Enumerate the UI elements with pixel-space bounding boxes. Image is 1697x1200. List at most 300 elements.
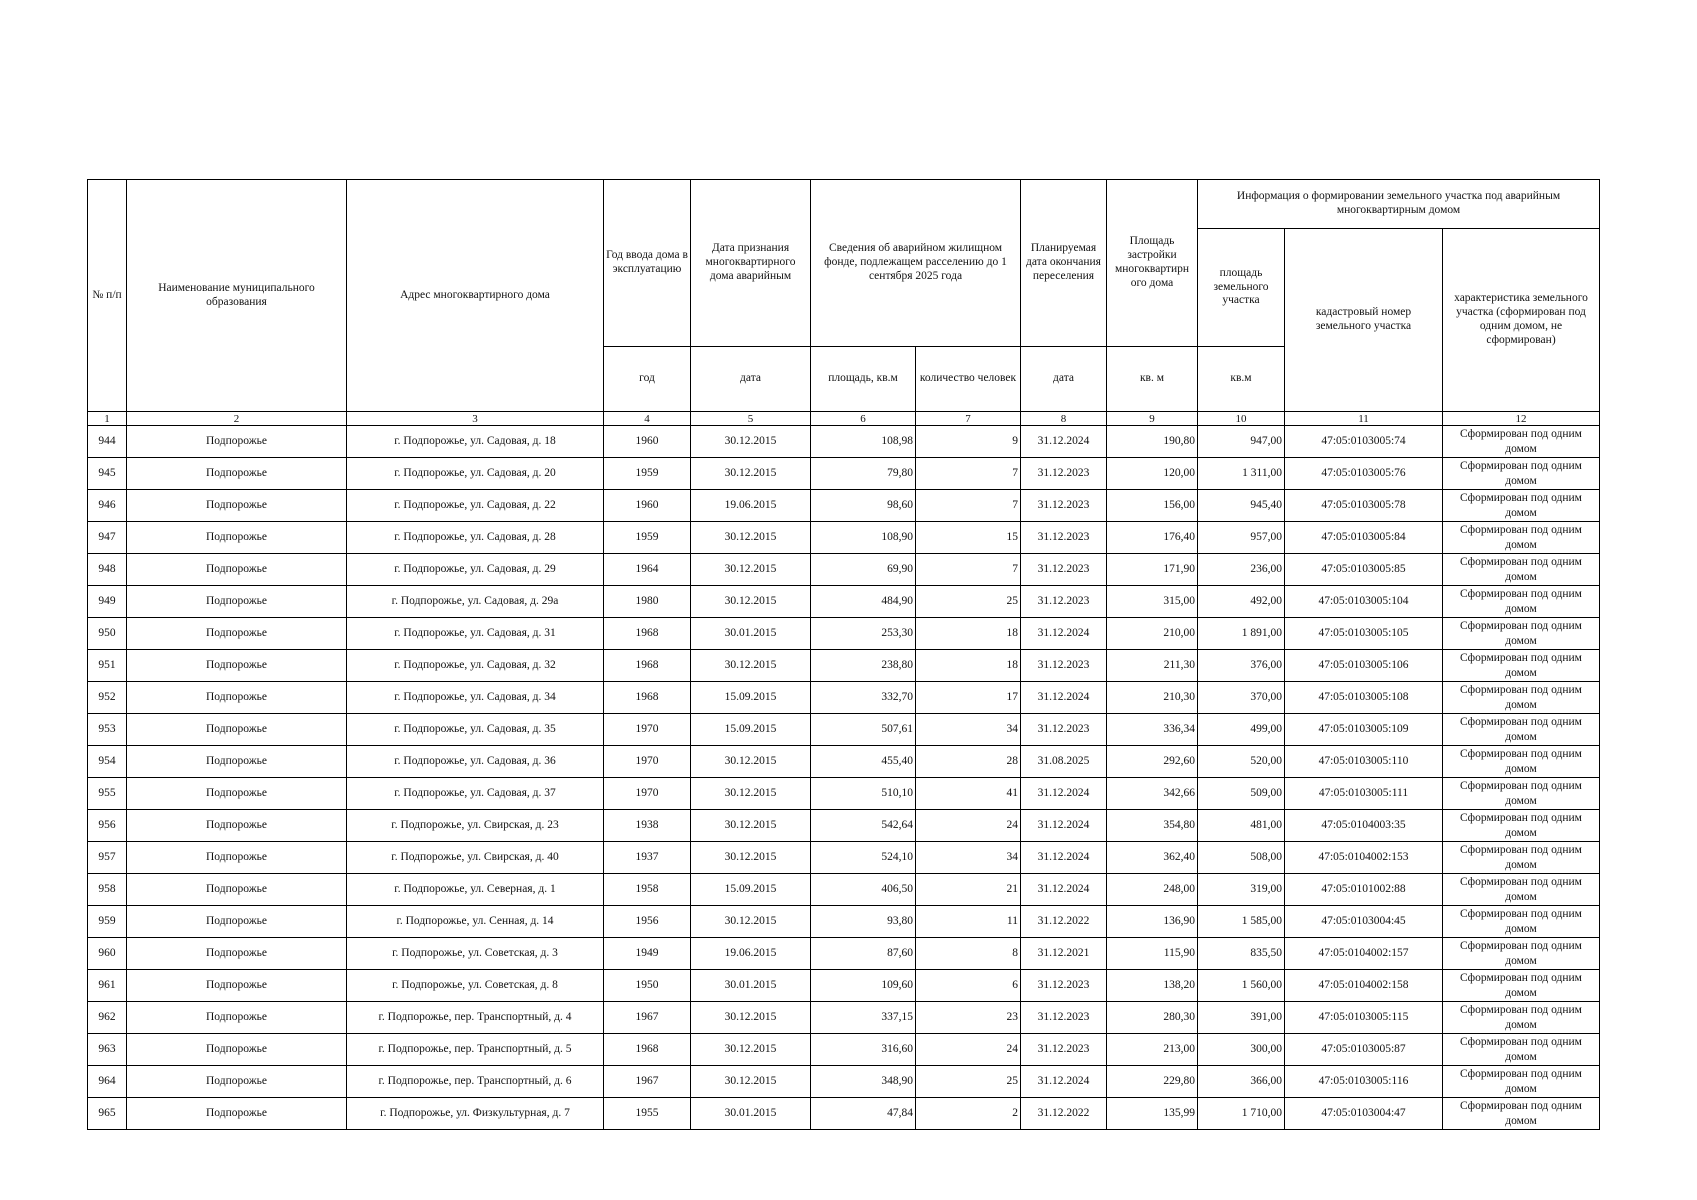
cell-land-area: 366,00 — [1198, 1066, 1285, 1098]
cell-built-area: 176,40 — [1107, 522, 1198, 554]
cell-recognition-date: 30.12.2015 — [691, 746, 811, 778]
cell-address: г. Подпорожье, ул. Сенная, д. 14 — [347, 906, 604, 938]
column-number: 11 — [1285, 412, 1443, 426]
cell-no: 961 — [88, 970, 127, 1002]
cell-people: 8 — [916, 938, 1021, 970]
table-row — [88, 906, 1600, 938]
cell-people: 2 — [916, 1098, 1021, 1130]
column-number: 8 — [1021, 412, 1107, 426]
cell-address: г. Подпорожье, ул. Садовая, д. 28 — [347, 522, 604, 554]
cell-built-area: 336,34 — [1107, 714, 1198, 746]
unit-area: площадь, кв.м — [811, 347, 916, 412]
cell-people: 34 — [916, 842, 1021, 874]
header-year: Год ввода дома в эксплуатацию — [604, 180, 691, 347]
cell-planned-date: 31.12.2023 — [1021, 970, 1107, 1002]
cell-no: 958 — [88, 874, 127, 906]
cell-year: 1950 — [604, 970, 691, 1002]
cell-built-area: 354,80 — [1107, 810, 1198, 842]
cell-area: 455,40 — [811, 746, 916, 778]
cell-people: 28 — [916, 746, 1021, 778]
cell-no: 947 — [88, 522, 127, 554]
cell-address: г. Подпорожье, ул. Садовая, д. 37 — [347, 778, 604, 810]
cell-municipality: Подпорожье — [127, 426, 347, 458]
table-row — [88, 682, 1600, 714]
cell-land-area: 1 560,00 — [1198, 970, 1285, 1002]
cell-land-area: 947,00 — [1198, 426, 1285, 458]
cell-no: 962 — [88, 1002, 127, 1034]
cell-planned-date: 31.12.2024 — [1021, 778, 1107, 810]
cell-people: 23 — [916, 1002, 1021, 1034]
cell-no: 952 — [88, 682, 127, 714]
cell-cadastral: 47:05:0103005:87 — [1285, 1034, 1443, 1066]
cell-built-area: 362,40 — [1107, 842, 1198, 874]
column-number: 9 — [1107, 412, 1198, 426]
cell-year: 1959 — [604, 458, 691, 490]
cell-planned-date: 31.12.2024 — [1021, 1066, 1107, 1098]
cell-people: 6 — [916, 970, 1021, 1002]
cell-land-status: Сформирован под одним домом — [1443, 714, 1600, 746]
cell-land-area: 1 710,00 — [1198, 1098, 1285, 1130]
cell-address: г. Подпорожье, ул. Северная, д. 1 — [347, 874, 604, 906]
cell-no: 960 — [88, 938, 127, 970]
cell-no: 955 — [88, 778, 127, 810]
cell-recognition-date: 30.12.2015 — [691, 778, 811, 810]
cell-no: 957 — [88, 842, 127, 874]
cell-year: 1967 — [604, 1002, 691, 1034]
cell-municipality: Подпорожье — [127, 618, 347, 650]
cell-planned-date: 31.12.2023 — [1021, 1034, 1107, 1066]
cell-recognition-date: 30.01.2015 — [691, 618, 811, 650]
unit-land-area: кв.м — [1198, 347, 1285, 412]
unit-planned-date: дата — [1021, 347, 1107, 412]
cell-municipality: Подпорожье — [127, 874, 347, 906]
cell-address: г. Подпорожье, ул. Садовая, д. 31 — [347, 618, 604, 650]
cell-no: 948 — [88, 554, 127, 586]
housing-table — [87, 179, 1600, 1130]
cell-cadastral: 47:05:0103005:108 — [1285, 682, 1443, 714]
cell-cadastral: 47:05:0103005:106 — [1285, 650, 1443, 682]
cell-land-area: 957,00 — [1198, 522, 1285, 554]
cell-land-area: 481,00 — [1198, 810, 1285, 842]
cell-year: 1960 — [604, 490, 691, 522]
cell-built-area: 248,00 — [1107, 874, 1198, 906]
table-header — [88, 180, 1600, 426]
cell-planned-date: 31.12.2023 — [1021, 1002, 1107, 1034]
cell-cadastral: 47:05:0103005:116 — [1285, 1066, 1443, 1098]
cell-cadastral: 47:05:0103005:85 — [1285, 554, 1443, 586]
cell-land-area: 319,00 — [1198, 874, 1285, 906]
cell-recognition-date: 30.12.2015 — [691, 810, 811, 842]
table-row — [88, 1002, 1600, 1034]
cell-land-status: Сформирован под одним домом — [1443, 458, 1600, 490]
cell-recognition-date: 30.12.2015 — [691, 1066, 811, 1098]
cell-planned-date: 31.12.2023 — [1021, 714, 1107, 746]
cell-year: 1956 — [604, 906, 691, 938]
unit-built-area: кв. м — [1107, 347, 1198, 412]
cell-planned-date: 31.12.2023 — [1021, 458, 1107, 490]
cell-no: 964 — [88, 1066, 127, 1098]
cell-municipality: Подпорожье — [127, 1098, 347, 1130]
cell-recognition-date: 30.12.2015 — [691, 906, 811, 938]
cell-recognition-date: 15.09.2015 — [691, 714, 811, 746]
cell-land-status: Сформирован под одним домом — [1443, 490, 1600, 522]
header-emergency-fund: Сведения об аварийном жилищном фонде, подлежащем расселению до 1 сентября 2025 года — [811, 180, 1021, 347]
cell-municipality: Подпорожье — [127, 586, 347, 618]
cell-area: 108,90 — [811, 522, 916, 554]
cell-built-area: 171,90 — [1107, 554, 1198, 586]
cell-land-area: 945,40 — [1198, 490, 1285, 522]
cell-recognition-date: 19.06.2015 — [691, 938, 811, 970]
column-number: 3 — [347, 412, 604, 426]
header-recognition-date: Дата признания многоквартирного дома аварийным — [691, 180, 811, 347]
cell-cadastral: 47:05:0104002:153 — [1285, 842, 1443, 874]
cell-municipality: Подпорожье — [127, 938, 347, 970]
cell-planned-date: 31.12.2023 — [1021, 522, 1107, 554]
cell-municipality: Подпорожье — [127, 746, 347, 778]
cell-cadastral: 47:05:0103005:115 — [1285, 1002, 1443, 1034]
cell-cadastral: 47:05:0103004:47 — [1285, 1098, 1443, 1130]
cell-municipality: Подпорожье — [127, 522, 347, 554]
cell-planned-date: 31.12.2023 — [1021, 490, 1107, 522]
table-row — [88, 842, 1600, 874]
cell-address: г. Подпорожье, ул. Физкультурная, д. 7 — [347, 1098, 604, 1130]
cell-area: 484,90 — [811, 586, 916, 618]
table-row — [88, 618, 1600, 650]
cell-people: 17 — [916, 682, 1021, 714]
cell-built-area: 229,80 — [1107, 1066, 1198, 1098]
header-no: № п/п — [88, 180, 127, 412]
table-row — [88, 1098, 1600, 1130]
table-row — [88, 554, 1600, 586]
cell-land-status: Сформирован под одним домом — [1443, 1034, 1600, 1066]
cell-cadastral: 47:05:0103005:74 — [1285, 426, 1443, 458]
cell-municipality: Подпорожье — [127, 1066, 347, 1098]
cell-area: 93,80 — [811, 906, 916, 938]
header-built-area: Площадь застройки многоквартирн ого дома — [1107, 180, 1198, 347]
cell-land-status: Сформирован под одним домом — [1443, 522, 1600, 554]
cell-no: 946 — [88, 490, 127, 522]
cell-land-area: 370,00 — [1198, 682, 1285, 714]
cell-area: 253,30 — [811, 618, 916, 650]
cell-land-status: Сформирован под одним домом — [1443, 586, 1600, 618]
cell-area: 69,90 — [811, 554, 916, 586]
cell-land-area: 1 891,00 — [1198, 618, 1285, 650]
header-cadastral: кадастровый номер земельного участка — [1285, 229, 1443, 412]
cell-planned-date: 31.12.2022 — [1021, 906, 1107, 938]
cell-year: 1970 — [604, 714, 691, 746]
column-number: 5 — [691, 412, 811, 426]
cell-address: г. Подпорожье, ул. Советская, д. 3 — [347, 938, 604, 970]
cell-people: 15 — [916, 522, 1021, 554]
table-row — [88, 778, 1600, 810]
cell-land-area: 835,50 — [1198, 938, 1285, 970]
table-row — [88, 458, 1600, 490]
cell-year: 1937 — [604, 842, 691, 874]
unit-recognition-date: дата — [691, 347, 811, 412]
cell-year: 1968 — [604, 1034, 691, 1066]
cell-people: 18 — [916, 618, 1021, 650]
cell-address: г. Подпорожье, пер. Транспортный, д. 6 — [347, 1066, 604, 1098]
cell-no: 953 — [88, 714, 127, 746]
column-number: 7 — [916, 412, 1021, 426]
cell-built-area: 342,66 — [1107, 778, 1198, 810]
cell-built-area: 136,90 — [1107, 906, 1198, 938]
cell-no: 944 — [88, 426, 127, 458]
unit-year: год — [604, 347, 691, 412]
cell-built-area: 156,00 — [1107, 490, 1198, 522]
cell-land-area: 376,00 — [1198, 650, 1285, 682]
cell-address: г. Подпорожье, ул. Садовая, д. 29 — [347, 554, 604, 586]
table-body — [88, 426, 1600, 1130]
cell-address: г. Подпорожье, ул. Садовая, д. 22 — [347, 490, 604, 522]
cell-municipality: Подпорожье — [127, 778, 347, 810]
cell-people: 18 — [916, 650, 1021, 682]
cell-no: 954 — [88, 746, 127, 778]
cell-land-status: Сформирован под одним домом — [1443, 1002, 1600, 1034]
cell-land-status: Сформирован под одним домом — [1443, 682, 1600, 714]
cell-address: г. Подпорожье, ул. Свирская, д. 23 — [347, 810, 604, 842]
cell-year: 1970 — [604, 746, 691, 778]
cell-municipality: Подпорожье — [127, 906, 347, 938]
cell-address: г. Подпорожье, ул. Советская, д. 8 — [347, 970, 604, 1002]
cell-municipality: Подпорожье — [127, 1002, 347, 1034]
cell-area: 337,15 — [811, 1002, 916, 1034]
cell-built-area: 190,80 — [1107, 426, 1198, 458]
header-land-area: площадь земельного участка — [1198, 229, 1285, 347]
cell-land-status: Сформирован под одним домом — [1443, 874, 1600, 906]
cell-address: г. Подпорожье, ул. Садовая, д. 18 — [347, 426, 604, 458]
cell-year: 1949 — [604, 938, 691, 970]
cell-year: 1964 — [604, 554, 691, 586]
cell-built-area: 213,00 — [1107, 1034, 1198, 1066]
cell-area: 47,84 — [811, 1098, 916, 1130]
cell-land-area: 499,00 — [1198, 714, 1285, 746]
cell-year: 1938 — [604, 810, 691, 842]
cell-land-area: 391,00 — [1198, 1002, 1285, 1034]
cell-no: 945 — [88, 458, 127, 490]
cell-land-area: 300,00 — [1198, 1034, 1285, 1066]
cell-year: 1968 — [604, 650, 691, 682]
cell-no: 956 — [88, 810, 127, 842]
table-row — [88, 490, 1600, 522]
cell-municipality: Подпорожье — [127, 1034, 347, 1066]
cell-built-area: 135,99 — [1107, 1098, 1198, 1130]
cell-cadastral: 47:05:0103005:105 — [1285, 618, 1443, 650]
cell-cadastral: 47:05:0103005:111 — [1285, 778, 1443, 810]
table-row — [88, 970, 1600, 1002]
cell-address: г. Подпорожье, пер. Транспортный, д. 4 — [347, 1002, 604, 1034]
cell-land-area: 509,00 — [1198, 778, 1285, 810]
cell-address: г. Подпорожье, ул. Садовая, д. 20 — [347, 458, 604, 490]
cell-planned-date: 31.12.2024 — [1021, 682, 1107, 714]
cell-planned-date: 31.12.2024 — [1021, 842, 1107, 874]
table-row — [88, 586, 1600, 618]
table-row — [88, 810, 1600, 842]
cell-land-area: 1 311,00 — [1198, 458, 1285, 490]
cell-people: 21 — [916, 874, 1021, 906]
cell-recognition-date: 30.12.2015 — [691, 554, 811, 586]
cell-area: 524,10 — [811, 842, 916, 874]
cell-year: 1960 — [604, 426, 691, 458]
cell-people: 24 — [916, 810, 1021, 842]
column-number: 2 — [127, 412, 347, 426]
cell-recognition-date: 30.12.2015 — [691, 650, 811, 682]
cell-area: 79,80 — [811, 458, 916, 490]
cell-recognition-date: 30.12.2015 — [691, 842, 811, 874]
cell-people: 9 — [916, 426, 1021, 458]
cell-address: г. Подпорожье, ул. Свирская, д. 40 — [347, 842, 604, 874]
cell-year: 1959 — [604, 522, 691, 554]
cell-people: 25 — [916, 1066, 1021, 1098]
cell-area: 98,60 — [811, 490, 916, 522]
cell-recognition-date: 30.12.2015 — [691, 1034, 811, 1066]
column-number: 4 — [604, 412, 691, 426]
cell-area: 109,60 — [811, 970, 916, 1002]
header-address: Адрес многоквартирного дома — [347, 180, 604, 412]
cell-recognition-date: 15.09.2015 — [691, 682, 811, 714]
cell-people: 7 — [916, 490, 1021, 522]
header-planned-date: Планируемая дата окончания переселения — [1021, 180, 1107, 347]
cell-cadastral: 47:05:0103005:76 — [1285, 458, 1443, 490]
cell-land-status: Сформирован под одним домом — [1443, 810, 1600, 842]
cell-year: 1958 — [604, 874, 691, 906]
cell-recognition-date: 30.12.2015 — [691, 522, 811, 554]
cell-area: 507,61 — [811, 714, 916, 746]
cell-municipality: Подпорожье — [127, 842, 347, 874]
cell-land-area: 236,00 — [1198, 554, 1285, 586]
cell-planned-date: 31.12.2023 — [1021, 586, 1107, 618]
cell-no: 950 — [88, 618, 127, 650]
column-number-row — [88, 412, 1600, 426]
cell-address: г. Подпорожье, ул. Садовая, д. 35 — [347, 714, 604, 746]
cell-people: 25 — [916, 586, 1021, 618]
cell-planned-date: 31.08.2025 — [1021, 746, 1107, 778]
cell-people: 41 — [916, 778, 1021, 810]
cell-built-area: 120,00 — [1107, 458, 1198, 490]
cell-municipality: Подпорожье — [127, 458, 347, 490]
cell-planned-date: 31.12.2024 — [1021, 810, 1107, 842]
cell-built-area: 115,90 — [1107, 938, 1198, 970]
cell-cadastral: 47:05:0103005:104 — [1285, 586, 1443, 618]
column-number: 6 — [811, 412, 916, 426]
cell-recognition-date: 30.12.2015 — [691, 458, 811, 490]
cell-land-status: Сформирован под одним домом — [1443, 938, 1600, 970]
cell-land-status: Сформирован под одним домом — [1443, 554, 1600, 586]
table-row — [88, 522, 1600, 554]
cell-planned-date: 31.12.2021 — [1021, 938, 1107, 970]
cell-land-status: Сформирован под одним домом — [1443, 778, 1600, 810]
cell-built-area: 280,30 — [1107, 1002, 1198, 1034]
cell-recognition-date: 30.12.2015 — [691, 586, 811, 618]
cell-no: 949 — [88, 586, 127, 618]
cell-municipality: Подпорожье — [127, 682, 347, 714]
cell-municipality: Подпорожье — [127, 490, 347, 522]
cell-area: 510,10 — [811, 778, 916, 810]
cell-year: 1955 — [604, 1098, 691, 1130]
table-row — [88, 426, 1600, 458]
cell-area: 406,50 — [811, 874, 916, 906]
cell-land-status: Сформирован под одним домом — [1443, 842, 1600, 874]
column-number: 1 — [88, 412, 127, 426]
column-number: 12 — [1443, 412, 1600, 426]
cell-no: 965 — [88, 1098, 127, 1130]
table-row — [88, 1066, 1600, 1098]
cell-municipality: Подпорожье — [127, 714, 347, 746]
cell-people: 34 — [916, 714, 1021, 746]
cell-land-status: Сформирован под одним домом — [1443, 618, 1600, 650]
cell-land-area: 520,00 — [1198, 746, 1285, 778]
table-row — [88, 746, 1600, 778]
cell-recognition-date: 30.12.2015 — [691, 426, 811, 458]
table-row — [88, 650, 1600, 682]
header-land-info: Информация о формировании земельного участка под аварийным многоквартирным домом — [1198, 180, 1600, 229]
table-row — [88, 1034, 1600, 1066]
cell-recognition-date: 15.09.2015 — [691, 874, 811, 906]
cell-planned-date: 31.12.2024 — [1021, 618, 1107, 650]
cell-no: 959 — [88, 906, 127, 938]
cell-area: 316,60 — [811, 1034, 916, 1066]
cell-area: 332,70 — [811, 682, 916, 714]
cell-land-status: Сформирован под одним домом — [1443, 1098, 1600, 1130]
cell-municipality: Подпорожье — [127, 554, 347, 586]
header-municipality: Наименование муниципального образования — [127, 180, 347, 412]
cell-recognition-date: 30.12.2015 — [691, 1002, 811, 1034]
cell-no: 963 — [88, 1034, 127, 1066]
cell-land-area: 508,00 — [1198, 842, 1285, 874]
cell-cadastral: 47:05:0103005:84 — [1285, 522, 1443, 554]
cell-people: 24 — [916, 1034, 1021, 1066]
header-land-characteristic: характеристика земельного участка (сформирован под одним домом, не сформирован) — [1443, 229, 1600, 412]
cell-municipality: Подпорожье — [127, 970, 347, 1002]
cell-year: 1967 — [604, 1066, 691, 1098]
cell-people: 7 — [916, 554, 1021, 586]
cell-address: г. Подпорожье, ул. Садовая, д. 36 — [347, 746, 604, 778]
cell-cadastral: 47:05:0103005:110 — [1285, 746, 1443, 778]
cell-municipality: Подпорожье — [127, 650, 347, 682]
cell-recognition-date: 30.01.2015 — [691, 1098, 811, 1130]
cell-built-area: 292,60 — [1107, 746, 1198, 778]
cell-people: 11 — [916, 906, 1021, 938]
table-row — [88, 874, 1600, 906]
cell-address: г. Подпорожье, ул. Садовая, д. 29а — [347, 586, 604, 618]
cell-address: г. Подпорожье, ул. Садовая, д. 34 — [347, 682, 604, 714]
cell-area: 542,64 — [811, 810, 916, 842]
cell-land-status: Сформирован под одним домом — [1443, 1066, 1600, 1098]
cell-area: 108,98 — [811, 426, 916, 458]
cell-land-area: 1 585,00 — [1198, 906, 1285, 938]
cell-cadastral: 47:05:0103005:109 — [1285, 714, 1443, 746]
cell-area: 238,80 — [811, 650, 916, 682]
cell-planned-date: 31.12.2022 — [1021, 1098, 1107, 1130]
cell-planned-date: 31.12.2023 — [1021, 554, 1107, 586]
cell-year: 1980 — [604, 586, 691, 618]
cell-area: 87,60 — [811, 938, 916, 970]
table-row — [88, 714, 1600, 746]
cell-cadastral: 47:05:0104002:158 — [1285, 970, 1443, 1002]
cell-built-area: 211,30 — [1107, 650, 1198, 682]
cell-address: г. Подпорожье, ул. Садовая, д. 32 — [347, 650, 604, 682]
cell-recognition-date: 30.01.2015 — [691, 970, 811, 1002]
cell-planned-date: 31.12.2024 — [1021, 426, 1107, 458]
unit-people: количество человек — [916, 347, 1021, 412]
cell-built-area: 210,30 — [1107, 682, 1198, 714]
cell-land-area: 492,00 — [1198, 586, 1285, 618]
cell-no: 951 — [88, 650, 127, 682]
cell-area: 348,90 — [811, 1066, 916, 1098]
cell-land-status: Сформирован под одним домом — [1443, 906, 1600, 938]
cell-cadastral: 47:05:0104002:157 — [1285, 938, 1443, 970]
cell-cadastral: 47:05:0103005:78 — [1285, 490, 1443, 522]
